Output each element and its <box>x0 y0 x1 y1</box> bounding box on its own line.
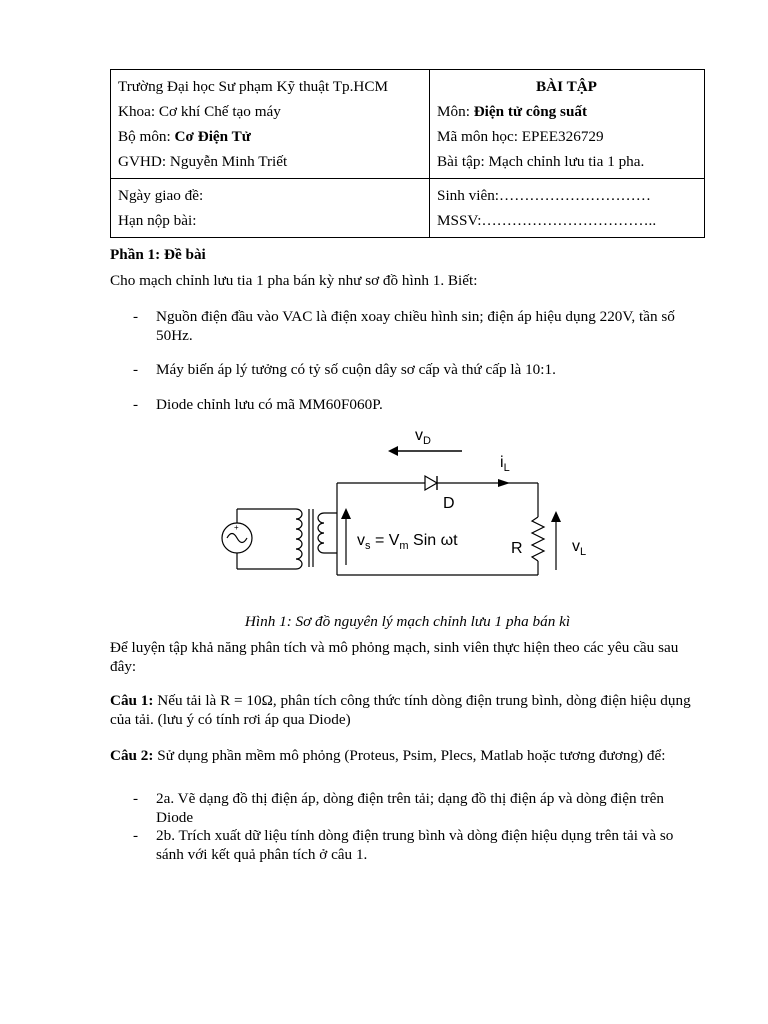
diode-label: D <box>443 495 455 512</box>
bullet-dash: - <box>133 308 139 325</box>
header-table <box>110 69 705 238</box>
vs-label: $v_s = V_m$ Sin ωt <box>357 532 458 552</box>
question-2b: 2b. Trích xuất dữ liệu tính dòng điện trung bình và dòng điện hiệu dụng trên tải và so sánh với kết quả phân tích ở câu 1. <box>156 827 674 863</box>
doc-title: BÀI TẬP <box>536 78 597 95</box>
vd-arrow-head <box>388 446 398 456</box>
header-school-cell <box>111 70 430 179</box>
vs-arrow-head <box>341 508 351 519</box>
resistor-symbol <box>532 517 544 561</box>
tasks-intro: Để luyện tập khả năng phân tích và mô phỏng mạch, sinh viên thực hiện theo các yêu cầu sau đây: <box>110 639 679 675</box>
assign-date: Ngày giao đề: <box>118 187 204 204</box>
vd-label: $v_D$ <box>415 427 431 447</box>
sine-wave-icon <box>227 534 247 543</box>
primary-coil <box>296 509 302 569</box>
il-label: $i_L$ <box>500 454 510 474</box>
school-name: Trường Đại học Sư phạm Kỹ thuật Tp.HCM <box>118 78 389 95</box>
bullet-dash: - <box>133 396 139 413</box>
il-arrow-head <box>498 479 510 487</box>
header-dates-cell <box>111 179 430 238</box>
header-student-cell <box>430 179 705 238</box>
bullet-item: Diode chỉnh lưu có mã MM60F060P. <box>156 396 383 413</box>
source-plus-sign: + <box>234 523 239 532</box>
faculty: Khoa: Cơ khí Chế tạo máy <box>118 103 281 120</box>
department: Bộ môn: Cơ Điện Tử <box>118 128 251 145</box>
header-course-cell <box>430 70 705 179</box>
student-name: Sinh viên:………………………… <box>437 187 651 204</box>
course: Môn: Điện tử công suất <box>437 103 588 120</box>
bullet-dash: - <box>133 827 139 844</box>
question-2a: 2a. Vẽ dạng đồ thị điện áp, dòng điện trên tải; dạng đồ thị điện áp và dòng điện trên Diode <box>156 790 664 826</box>
secondary-coil <box>318 513 337 553</box>
figure-caption: Hình 1: Sơ đồ nguyên lý mạch chỉnh lưu 1 pha bán kì <box>244 613 571 630</box>
assignment-name: Bài tập: Mạch chỉnh lưu tia 1 pha. <box>437 153 645 170</box>
course-code: Mã môn học: EPEE326729 <box>437 128 604 145</box>
student-id: MSSV:…………………………….. <box>437 212 657 229</box>
bullet-item: Nguồn điện đầu vào VAC là điện xoay chiều hình sin; điện áp hiệu dụng 220V, tần số 50Hz. <box>156 308 675 344</box>
part1-intro: Cho mạch chỉnh lưu tia 1 pha bán kỳ như sơ đồ hình 1. Biết: <box>110 272 478 289</box>
bullet-dash: - <box>133 790 139 807</box>
bullet-item: Máy biến áp lý tưởng có tỷ số cuộn dây sơ cấp và thứ cấp là 10:1. <box>156 361 556 378</box>
question-2: Câu 2: Sử dụng phần mềm mô phỏng (Proteus, Psim, Plecs, Matlab hoặc tương đương) để: <box>110 747 666 764</box>
part1-heading: Phần 1: Đề bài <box>110 246 206 263</box>
question-1: Câu 1: Nếu tải là R = 10Ω, phân tích công thức tính dòng điện trung bình, dòng điện hiệu dụng của tải. (lưu ý có tính rơi áp qua Diode) <box>110 692 691 728</box>
due-date: Hạn nộp bài: <box>118 212 197 229</box>
bullet-dash: - <box>133 361 139 378</box>
vl-label: $v_L$ <box>572 538 587 558</box>
instructor: GVHD: Nguyễn Minh Triết <box>118 153 288 170</box>
resistor-label: R <box>511 540 523 557</box>
circuit-diagram <box>212 425 592 600</box>
diode-symbol <box>425 476 437 490</box>
vl-arrow-head <box>551 511 561 522</box>
